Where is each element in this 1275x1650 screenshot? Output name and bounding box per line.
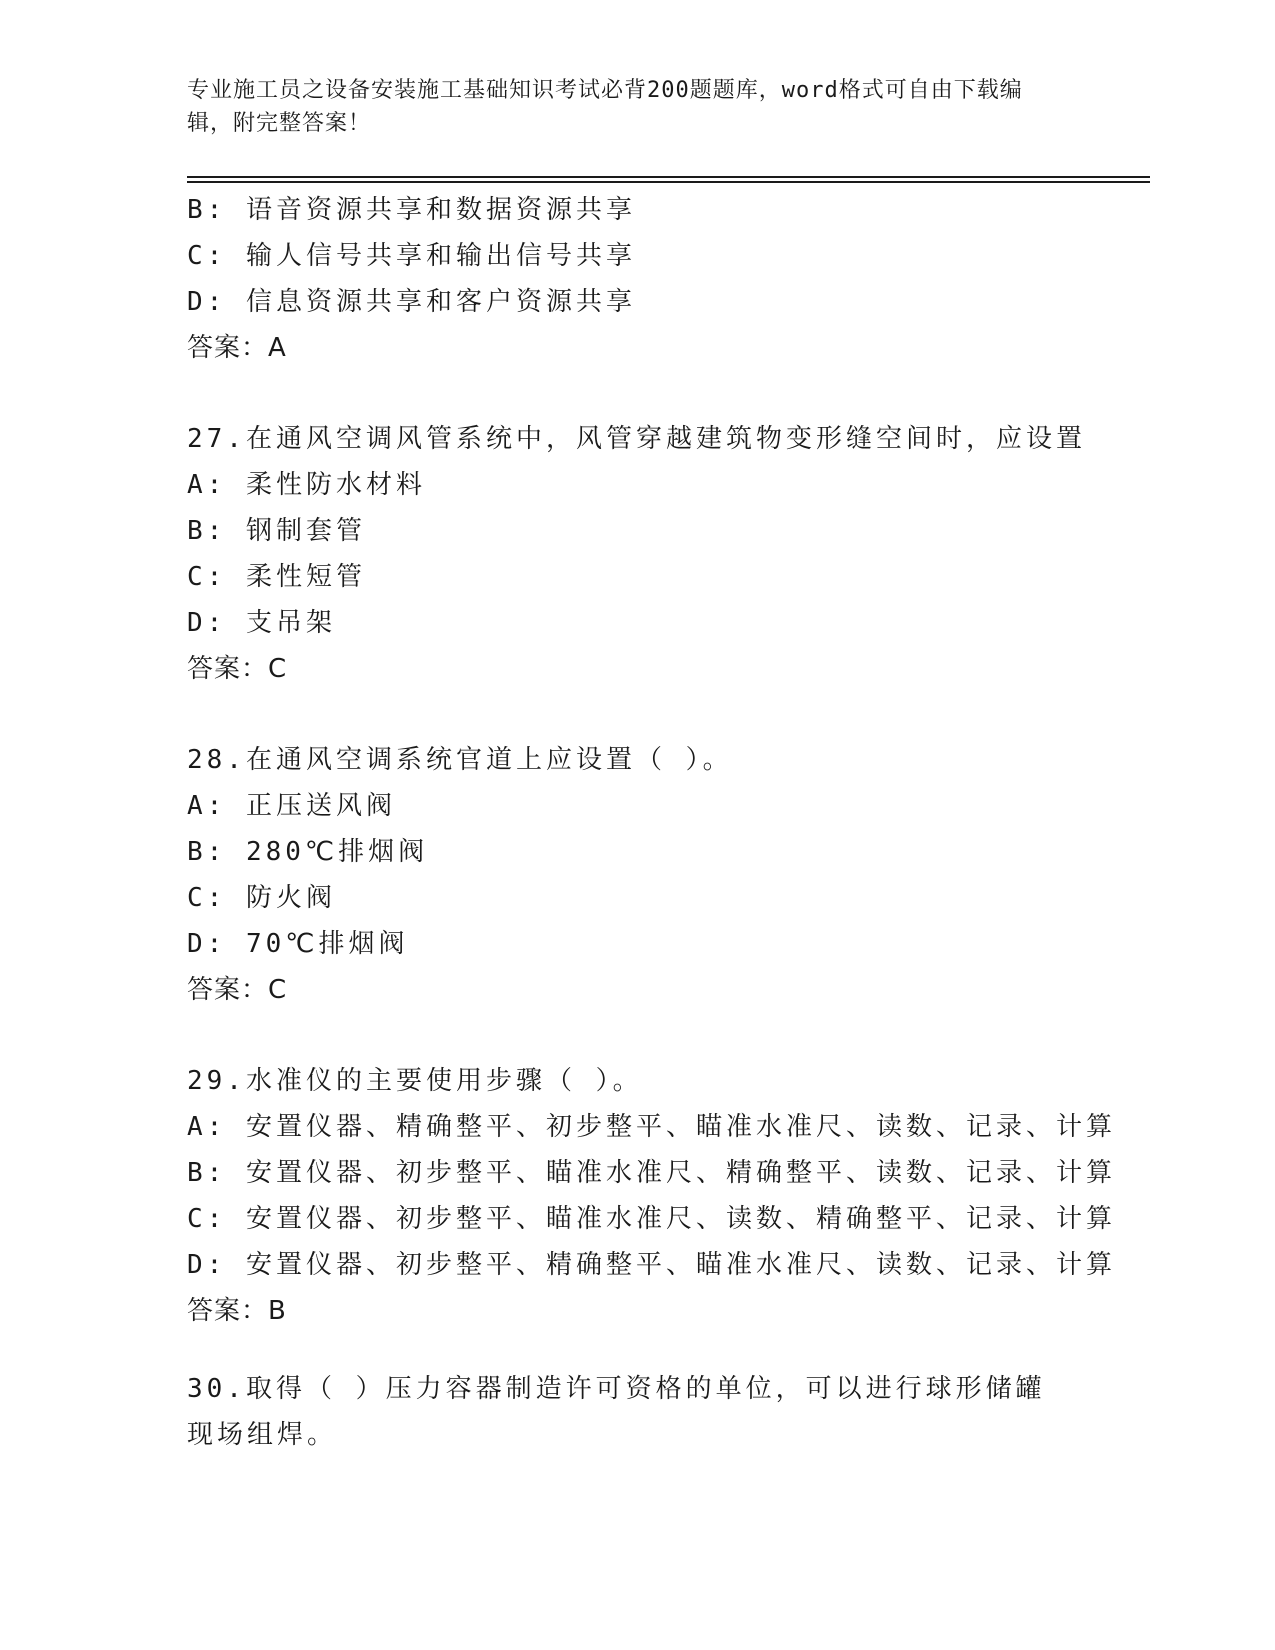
question-28-block	[187, 737, 1087, 1013]
question-26-block	[187, 187, 1087, 371]
option-c: C: 输人信号共享和输出信号共享	[187, 241, 636, 271]
option-d: D: 安置仪器、初步整平、精确整平、瞄准水准尺、读数、记录、计算	[187, 1250, 1116, 1280]
question-30-text: 30.取得（ ）压力容器制造许可资格的单位，可以进行球形储罐现场组焊。	[187, 1374, 1046, 1450]
question-29-block	[187, 1058, 1116, 1334]
option-c: C: 防火阀	[187, 883, 336, 913]
document-header: 专业施工员之设备安装施工基础知识考试必背200题题库，word格式可自由下载编辑，附完整答案！	[187, 78, 1023, 136]
question-text: 27.在通风空调风管系统中，风管穿越建筑物变形缝空间时，应设置	[187, 424, 1086, 454]
option-b: B: 280℃排烟阀	[187, 837, 429, 867]
spacer	[187, 692, 1087, 737]
option-d: D: 信息资源共享和客户资源共享	[187, 287, 636, 317]
header-rule-top	[187, 176, 1150, 178]
answer-line: 答案：C	[187, 654, 288, 684]
option-a: A: 安置仪器、精确整平、初步整平、瞄准水准尺、读数、记录、计算	[187, 1112, 1116, 1142]
answer-line: 答案：B	[187, 1296, 287, 1326]
answer-line: 答案：C	[187, 975, 288, 1005]
spacer	[187, 1013, 1087, 1058]
option-d: D: 支吊架	[187, 608, 336, 638]
spacer	[187, 371, 1087, 416]
question-text: 29.水准仪的主要使用步骤（ ）。	[187, 1066, 643, 1096]
answer-line: 答案：A	[187, 333, 287, 363]
option-c: C: 安置仪器、初步整平、瞄准水准尺、读数、精确整平、记录、计算	[187, 1204, 1116, 1234]
option-b: B: 钢制套管	[187, 516, 366, 546]
option-b: B: 语音资源共享和数据资源共享	[187, 195, 636, 225]
option-b: B: 安置仪器、初步整平、瞄准水准尺、精确整平、读数、记录、计算	[187, 1158, 1116, 1188]
question-text: 28.在通风空调系统官道上应设置（ ）。	[187, 745, 733, 775]
option-c: C: 柔性短管	[187, 562, 366, 592]
option-a: A: 正压送风阀	[187, 791, 396, 821]
header-rule-bottom	[187, 181, 1150, 183]
option-a: A: 柔性防水材料	[187, 470, 426, 500]
option-d: D: 70℃排烟阀	[187, 929, 409, 959]
question-list	[187, 187, 1116, 1334]
question-27-block	[187, 416, 1087, 692]
